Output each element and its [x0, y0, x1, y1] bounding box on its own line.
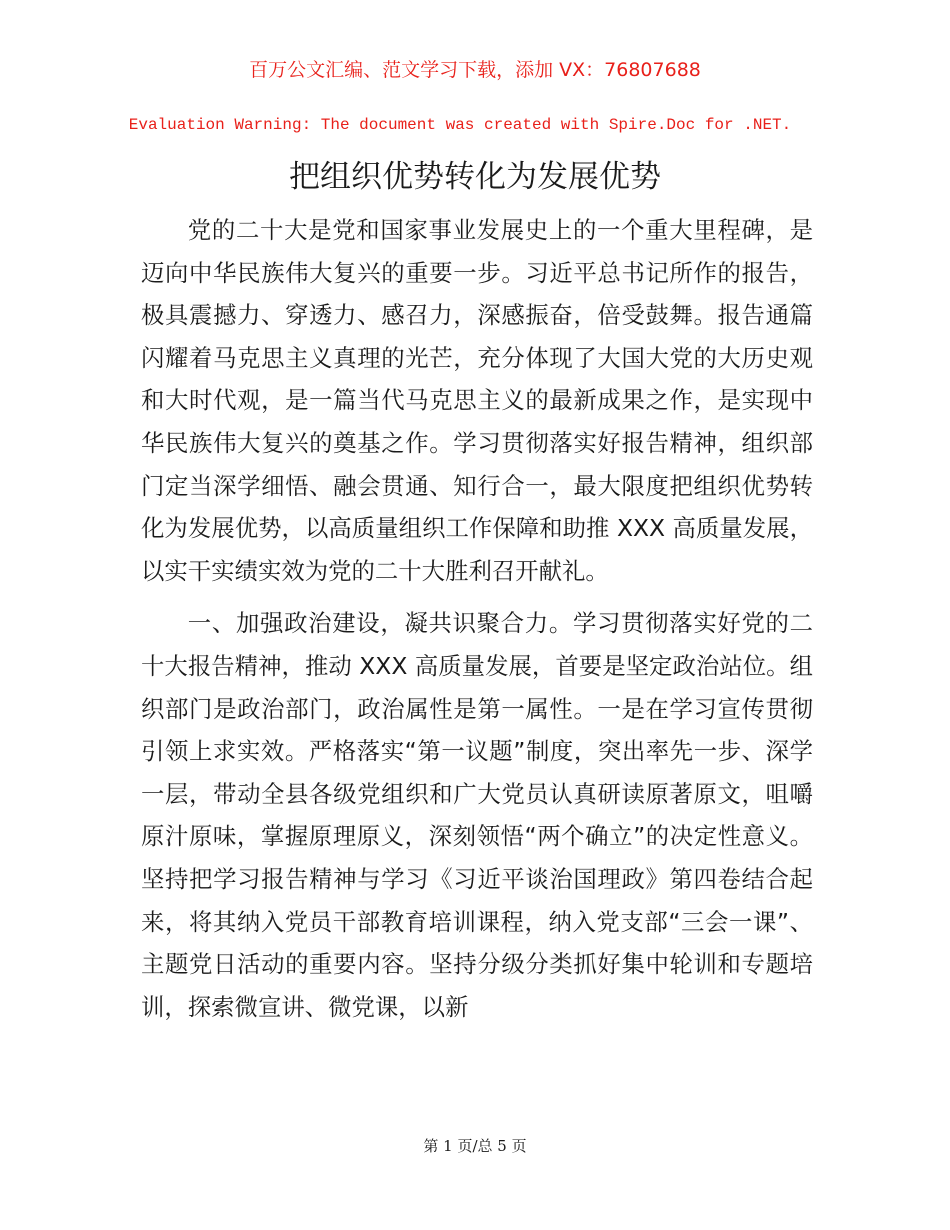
evaluation-warning: Evaluation Warning: The document was created with Spire.Doc for .NET.: [128, 116, 792, 134]
page-number: 第 1 页/总 5 页: [423, 1137, 527, 1155]
document-body: [141, 209, 813, 1028]
paragraph-section-one: 一、加强政治建设，凝共识聚合力。学习贯彻落实好党的二十大报告精神，推动 XXX 高质量发展，首要是坚定政治站位。组织部门是政治部门，政治属性是第一属性。一是在学习宣传贯彻引领上求实效。严格落实“第一议题”制度，突出率先一步、深学一层，带动全县各级党组织和广大党员认真研读原著原文，咀嚼原汁原味，掌握原理原义，深刻领悟“两个确立”的决定性意义。坚持把学习报告精神与学习《习近平谈治国理政》第四卷结合起来，将其纳入党员干部教育培训课程，纳入党支部“三会一课”、主题党日活动的重要内容。坚持分级分类抓好集中轮训和专题培训，探索微宣讲、微党课，以新: [141, 609, 813, 1021]
document-title: 把组织优势转化为发展优势: [289, 159, 661, 195]
paragraph-intro: 党的二十大是党和国家事业发展史上的一个重大里程碑，是迈向中华民族伟大复兴的重要一步。习近平总书记所作的报告，极具震撼力、穿透力、感召力，深感振奋，倍受鼓舞。报告通篇闪耀着马克思主义真理的光芒，充分体现了大国大党的大历史观和大时代观，是一篇当代马克思主义的最新成果之作，是实现中华民族伟大复兴的奠基之作。学习贯彻落实好报告精神，组织部门定当深学细悟、融会贯通、知行合一，最大限度把组织优势转化为发展优势，以高质量组织工作保障和助推 XXX 高质量发展，以实干实绩实效为党的二十大胜利召开献礼。: [141, 216, 813, 585]
promo-banner: 百万公文汇编、范文学习下载，添加 VX：76807688: [249, 59, 701, 81]
